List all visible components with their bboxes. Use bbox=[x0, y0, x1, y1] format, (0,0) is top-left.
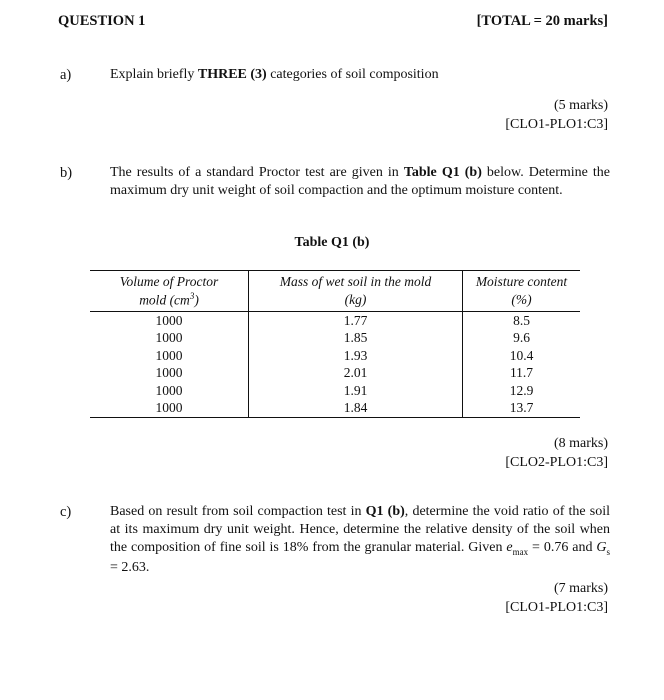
question-title: QUESTION 1 bbox=[58, 13, 146, 29]
part-b-marks-value: (8 marks) bbox=[553, 436, 608, 451]
part-b-text: The results of a standard Proctor test are given in Table Q1 (b) below. Determine the maximum dry unit weight of soil compaction and the optimum moisture content. bbox=[110, 165, 611, 199]
part-a-marks-value: (5 marks) bbox=[553, 98, 608, 113]
table-row: 1000 1.85 9.6 bbox=[90, 329, 580, 347]
table-row: 1000 1.93 10.4 bbox=[90, 347, 580, 365]
part-a-text: Explain briefly THREE (3) categories of soil composition bbox=[110, 67, 439, 82]
part-a-clo: [CLO1-PLO1:C3] bbox=[505, 116, 608, 132]
table-row: 1000 1.84 13.7 bbox=[90, 399, 580, 417]
part-c-label: c) bbox=[60, 504, 72, 520]
proctor-table bbox=[90, 270, 580, 418]
table-header-volume: Volume of Proctor mold $(cm^3)$ bbox=[90, 271, 249, 312]
part-a-label: a) bbox=[60, 67, 72, 83]
part-b-label: b) bbox=[60, 165, 73, 181]
part-c-clo: [CLO1-PLO1:C3] bbox=[505, 599, 608, 615]
table-row: 1000 2.01 11.7 bbox=[90, 364, 580, 382]
question-header bbox=[58, 12, 608, 32]
table-header-mass: Mass of wet soil in the mold (kg) bbox=[249, 271, 463, 312]
table-row: 1000 1.77 8.5 bbox=[90, 311, 580, 329]
table-header-moisture: Moisture content (%) bbox=[463, 271, 581, 312]
part-b-clo: [CLO2-PLO1:C3] bbox=[505, 454, 608, 470]
part-a-marks bbox=[505, 97, 608, 135]
table-caption: Table Q1 (b) bbox=[294, 235, 370, 250]
table-row: 1000 1.91 12.9 bbox=[90, 382, 580, 400]
part-c-text: Based on result from soil compaction test in Q1 (b), determine the void ratio of the soil at its maximum dry unit weight. Hence, determine the relative density of the soil when the composition of fine soil is 18% from the granular material. Given $e_{max} = 0.76$ and $G_s = 2.63$. bbox=[110, 504, 611, 575]
total-marks: [TOTAL = 20 marks] bbox=[476, 13, 608, 29]
part-c-marks bbox=[505, 580, 608, 618]
part-b-marks bbox=[505, 435, 608, 473]
part-c-marks-value: (7 marks) bbox=[553, 581, 608, 596]
